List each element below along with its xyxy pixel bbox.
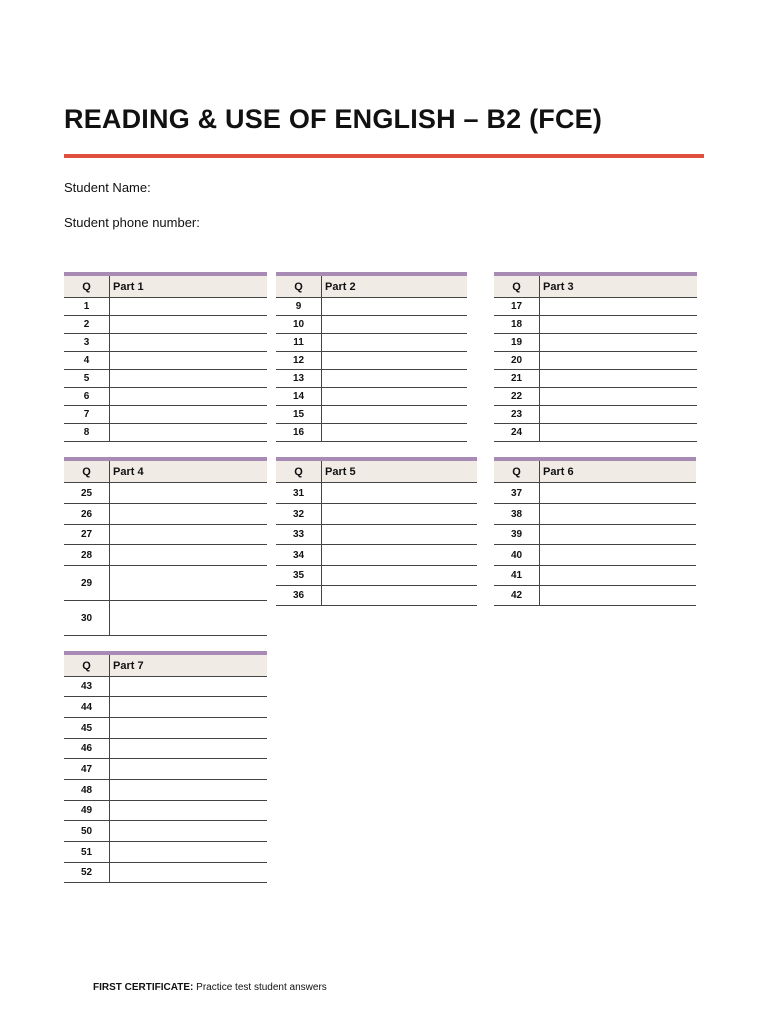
question-number: 4 bbox=[64, 352, 110, 369]
answer-table-part-5 bbox=[276, 457, 477, 606]
table-row bbox=[494, 566, 696, 586]
answer-table-part-7 bbox=[64, 651, 267, 883]
question-number: 45 bbox=[64, 718, 110, 738]
table-row bbox=[64, 842, 267, 863]
answer-cell[interactable] bbox=[322, 352, 467, 369]
table-row bbox=[64, 424, 267, 442]
question-number: 36 bbox=[276, 586, 322, 605]
answer-cell[interactable] bbox=[540, 525, 696, 544]
answer-cell[interactable] bbox=[540, 424, 697, 441]
footer bbox=[93, 982, 327, 993]
question-number: 29 bbox=[64, 566, 110, 600]
question-number: 20 bbox=[494, 352, 540, 369]
table-row bbox=[494, 545, 696, 566]
question-column-header: Q bbox=[494, 461, 540, 482]
question-number: 11 bbox=[276, 334, 322, 351]
table-row bbox=[64, 759, 267, 780]
table-row bbox=[494, 504, 696, 525]
table-header bbox=[494, 461, 696, 483]
table-row bbox=[494, 483, 696, 504]
table-row bbox=[494, 586, 696, 606]
table-header bbox=[64, 276, 267, 298]
table-row bbox=[276, 388, 467, 406]
question-number: 21 bbox=[494, 370, 540, 387]
question-number: 12 bbox=[276, 352, 322, 369]
answer-cell[interactable] bbox=[540, 504, 696, 524]
answer-cell[interactable] bbox=[110, 525, 267, 544]
question-number: 30 bbox=[64, 601, 110, 635]
question-number: 46 bbox=[64, 739, 110, 758]
question-number: 44 bbox=[64, 697, 110, 717]
answer-cell[interactable] bbox=[540, 352, 697, 369]
answer-cell[interactable] bbox=[540, 370, 697, 387]
question-number: 16 bbox=[276, 424, 322, 441]
table-row bbox=[494, 388, 697, 406]
table-row bbox=[494, 525, 696, 545]
answer-cell[interactable] bbox=[110, 801, 267, 820]
question-number: 39 bbox=[494, 525, 540, 544]
question-number: 42 bbox=[494, 586, 540, 605]
table-row bbox=[64, 316, 267, 334]
table-row bbox=[494, 352, 697, 370]
answer-cell[interactable] bbox=[110, 566, 267, 600]
part-header: Part 3 bbox=[543, 280, 574, 293]
question-number: 35 bbox=[276, 566, 322, 585]
table-row bbox=[64, 863, 267, 883]
question-number: 3 bbox=[64, 334, 110, 351]
question-number: 25 bbox=[64, 483, 110, 503]
answer-table-part-6 bbox=[494, 457, 696, 606]
table-row bbox=[64, 352, 267, 370]
table-row bbox=[494, 334, 697, 352]
table-row bbox=[494, 316, 697, 334]
answer-cell[interactable] bbox=[540, 586, 696, 605]
table-row bbox=[276, 566, 477, 586]
question-number: 6 bbox=[64, 388, 110, 405]
question-number: 31 bbox=[276, 483, 322, 503]
answer-table-part-4 bbox=[64, 457, 267, 636]
table-row bbox=[64, 483, 267, 504]
table-row bbox=[64, 406, 267, 424]
question-number: 13 bbox=[276, 370, 322, 387]
question-number: 50 bbox=[64, 821, 110, 841]
table-row bbox=[64, 388, 267, 406]
table-header bbox=[494, 276, 697, 298]
question-column-header: Q bbox=[276, 276, 322, 297]
answer-cell[interactable] bbox=[322, 406, 467, 423]
part-header: Part 4 bbox=[113, 465, 144, 478]
table-row bbox=[276, 406, 467, 424]
answer-cell[interactable] bbox=[110, 504, 267, 524]
question-number: 38 bbox=[494, 504, 540, 524]
table-row bbox=[494, 424, 697, 442]
question-column-header: Q bbox=[494, 276, 540, 297]
answer-cell[interactable] bbox=[322, 424, 467, 441]
table-row bbox=[64, 601, 267, 636]
table-row bbox=[494, 298, 697, 316]
answer-cell[interactable] bbox=[322, 504, 477, 524]
question-number: 28 bbox=[64, 545, 110, 565]
question-number: 47 bbox=[64, 759, 110, 779]
table-row bbox=[64, 545, 267, 566]
answer-cell[interactable] bbox=[110, 316, 267, 333]
answer-cell[interactable] bbox=[322, 370, 467, 387]
question-number: 1 bbox=[64, 298, 110, 315]
answer-cell[interactable] bbox=[110, 483, 267, 503]
table-row bbox=[64, 504, 267, 525]
question-number: 27 bbox=[64, 525, 110, 544]
table-header bbox=[276, 276, 467, 298]
table-header bbox=[276, 461, 477, 483]
question-number: 14 bbox=[276, 388, 322, 405]
question-column-header: Q bbox=[276, 461, 322, 482]
answer-cell[interactable] bbox=[322, 525, 477, 544]
answer-cell[interactable] bbox=[110, 780, 267, 800]
question-number: 10 bbox=[276, 316, 322, 333]
student-phone-label: Student phone number: bbox=[64, 215, 200, 230]
answer-cell[interactable] bbox=[110, 739, 267, 758]
question-number: 9 bbox=[276, 298, 322, 315]
question-number: 49 bbox=[64, 801, 110, 820]
table-row bbox=[64, 821, 267, 842]
answer-cell[interactable] bbox=[110, 334, 267, 351]
part-header: Part 6 bbox=[543, 465, 574, 478]
answer-cell[interactable] bbox=[322, 334, 467, 351]
answer-cell[interactable] bbox=[110, 601, 267, 635]
answer-cell[interactable] bbox=[322, 545, 477, 565]
answer-cell[interactable] bbox=[540, 298, 697, 315]
table-row bbox=[64, 718, 267, 739]
question-number: 7 bbox=[64, 406, 110, 423]
part-header: Part 2 bbox=[325, 280, 356, 293]
table-row bbox=[64, 739, 267, 759]
table-row bbox=[64, 298, 267, 316]
footer-text: Practice test student answers bbox=[196, 982, 327, 993]
question-number: 48 bbox=[64, 780, 110, 800]
answer-table-part-1 bbox=[64, 272, 267, 442]
part-header: Part 5 bbox=[325, 465, 356, 478]
question-number: 33 bbox=[276, 525, 322, 544]
question-number: 41 bbox=[494, 566, 540, 585]
answer-cell[interactable] bbox=[540, 483, 696, 503]
table-row bbox=[276, 298, 467, 316]
answer-cell[interactable] bbox=[110, 424, 267, 441]
question-number: 24 bbox=[494, 424, 540, 441]
table-row bbox=[276, 545, 477, 566]
answer-cell[interactable] bbox=[110, 718, 267, 738]
answer-cell[interactable] bbox=[540, 545, 696, 565]
answer-cell[interactable] bbox=[540, 406, 697, 423]
table-row bbox=[64, 780, 267, 801]
answer-cell[interactable] bbox=[322, 566, 477, 585]
question-column-header: Q bbox=[64, 276, 110, 297]
table-row bbox=[64, 370, 267, 388]
table-row bbox=[64, 697, 267, 718]
question-number: 43 bbox=[64, 677, 110, 696]
table-row bbox=[276, 586, 477, 606]
table-row bbox=[276, 424, 467, 442]
footer-label: FIRST CERTIFICATE: bbox=[93, 982, 194, 993]
answer-table-part-2 bbox=[276, 272, 467, 442]
part-header: Part 7 bbox=[113, 659, 144, 672]
table-row bbox=[276, 316, 467, 334]
answer-cell[interactable] bbox=[110, 677, 267, 696]
answer-cell[interactable] bbox=[110, 842, 267, 862]
answer-cell[interactable] bbox=[110, 697, 267, 717]
table-row bbox=[276, 370, 467, 388]
student-name-label: Student Name: bbox=[64, 180, 151, 195]
table-row bbox=[64, 677, 267, 697]
answer-cell[interactable] bbox=[110, 388, 267, 405]
question-number: 5 bbox=[64, 370, 110, 387]
page-title: READING & USE OF ENGLISH – B2 (FCE) bbox=[64, 104, 603, 134]
answer-cell[interactable] bbox=[540, 566, 696, 585]
answer-cell[interactable] bbox=[110, 863, 267, 882]
question-number: 18 bbox=[494, 316, 540, 333]
question-number: 8 bbox=[64, 424, 110, 441]
title-divider bbox=[64, 154, 704, 158]
answer-cell[interactable] bbox=[110, 370, 267, 387]
answer-cell[interactable] bbox=[110, 759, 267, 779]
answer-cell[interactable] bbox=[322, 298, 467, 315]
table-row bbox=[64, 525, 267, 545]
answer-cell[interactable] bbox=[110, 406, 267, 423]
answer-cell[interactable] bbox=[322, 586, 477, 605]
answer-table-part-3 bbox=[494, 272, 697, 442]
answer-cell[interactable] bbox=[540, 316, 697, 333]
question-number: 37 bbox=[494, 483, 540, 503]
table-row bbox=[64, 566, 267, 601]
question-column-header: Q bbox=[64, 461, 110, 482]
question-column-header: Q bbox=[64, 655, 110, 676]
question-number: 2 bbox=[64, 316, 110, 333]
answer-cell[interactable] bbox=[110, 298, 267, 315]
table-header bbox=[64, 655, 267, 677]
table-row bbox=[276, 504, 477, 525]
question-number: 26 bbox=[64, 504, 110, 524]
table-row bbox=[276, 483, 477, 504]
answer-cell[interactable] bbox=[322, 483, 477, 503]
question-number: 32 bbox=[276, 504, 322, 524]
table-row bbox=[494, 406, 697, 424]
table-row bbox=[64, 334, 267, 352]
question-number: 51 bbox=[64, 842, 110, 862]
question-number: 40 bbox=[494, 545, 540, 565]
table-row bbox=[276, 334, 467, 352]
answer-cell[interactable] bbox=[110, 821, 267, 841]
answer-cell[interactable] bbox=[322, 316, 467, 333]
part-header: Part 1 bbox=[113, 280, 144, 293]
question-number: 22 bbox=[494, 388, 540, 405]
question-number: 15 bbox=[276, 406, 322, 423]
answer-cell[interactable] bbox=[322, 388, 467, 405]
question-number: 19 bbox=[494, 334, 540, 351]
table-row bbox=[276, 525, 477, 545]
question-number: 52 bbox=[64, 863, 110, 882]
question-number: 34 bbox=[276, 545, 322, 565]
table-row bbox=[64, 801, 267, 821]
answer-cell[interactable] bbox=[110, 545, 267, 565]
answer-cell[interactable] bbox=[540, 334, 697, 351]
answer-cell[interactable] bbox=[540, 388, 697, 405]
answer-cell[interactable] bbox=[110, 352, 267, 369]
question-number: 23 bbox=[494, 406, 540, 423]
table-row bbox=[276, 352, 467, 370]
question-number: 17 bbox=[494, 298, 540, 315]
table-header bbox=[64, 461, 267, 483]
table-row bbox=[494, 370, 697, 388]
